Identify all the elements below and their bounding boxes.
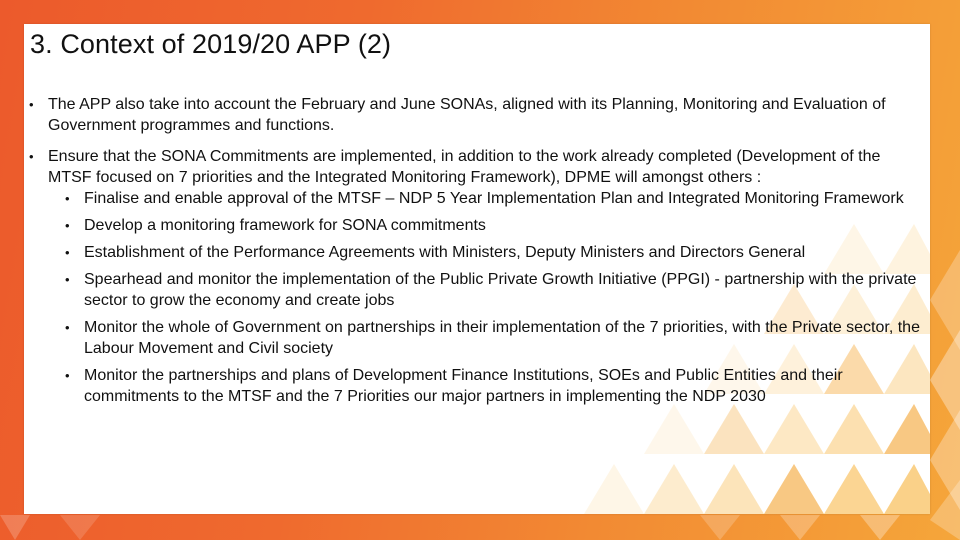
bullet-list	[28, 94, 920, 407]
sub-bullet-item: • Finalise and enable approval of the MTSF – NDP 5 Year Implementation Plan and Integrated Monitoring Framework	[48, 188, 920, 209]
sub-bullet-list	[48, 188, 920, 407]
slide-body	[28, 94, 920, 417]
sub-bullet-item: • Spearhead and monitor the implementation of the Public Private Growth Initiative (PPGI) - partnership with the private sector to grow the economy and create jobs	[48, 269, 920, 311]
bullet-item	[28, 94, 920, 136]
sub-bullet-item: • Establishment of the Performance Agreements with Ministers, Deputy Ministers and Directors General	[48, 242, 920, 263]
sub-bullet-item: • Develop a monitoring framework for SONA commitments	[48, 215, 920, 236]
sub-bullet-item: • Monitor the partnerships and plans of Development Finance Institutions, SOEs and Public Entities and their commitments to the MTSF and the 7 Priorities our major partners in implementing the NDP 2030	[48, 365, 920, 407]
slide-title: 3. Context of 2019/20 APP (2)	[30, 29, 392, 59]
bullet-text: Ensure that the SONA Commitments are implemented, in addition to the work already completed (Development of the MTSF focused on 7 priorities and the Integrated Monitoring Framework), DPME will amongst others :	[48, 148, 881, 186]
bullet-item	[28, 146, 920, 407]
sub-bullet-item: • Monitor the whole of Government on partnerships in their implementation of the 7 priorities, with the Private sector, the Labour Movement and Civil society	[48, 317, 920, 359]
bullet-text: The APP also take into account the February and June SONAs, aligned with its Planning, Monitoring and Evaluation of Government programmes and functions.	[48, 96, 886, 134]
slide-content-card	[24, 24, 930, 514]
